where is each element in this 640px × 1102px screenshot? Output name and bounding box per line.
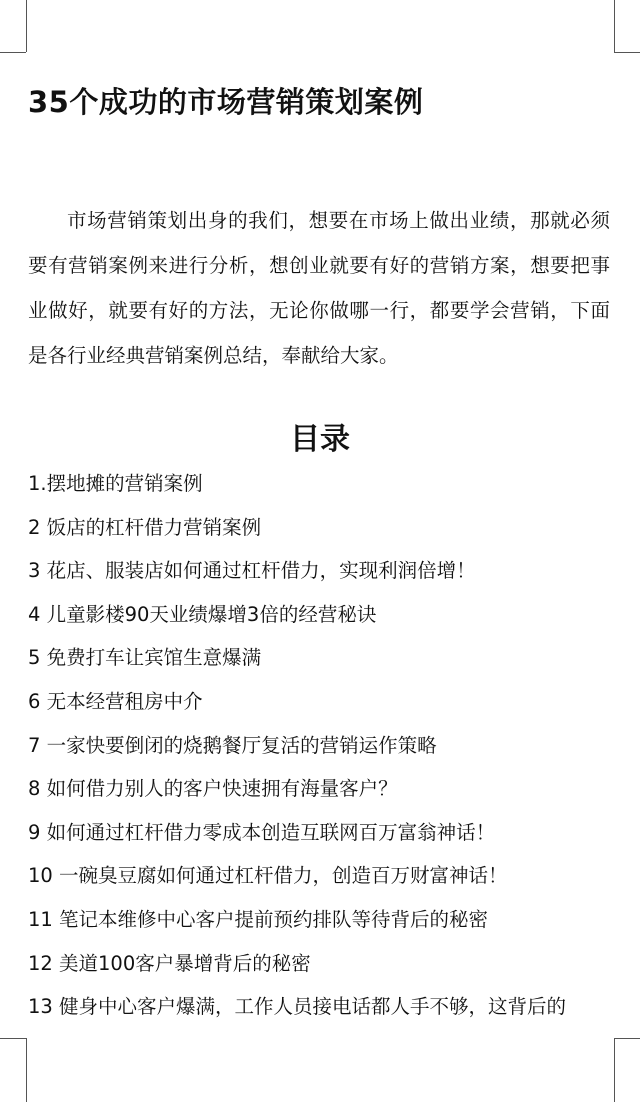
intro-paragraph: 市场营销策划出身的我们，想要在市场上做出业绩，那就必须要有营销案例来进行分析，想创业就要有好的营销方案，想要把事业做好，就要有好的方法，无论你做哪一行，都要学会营销，下面是各行业经典营销案例总结，奉献给大家。 — [28, 209, 610, 367]
crop-mark-bottom-left-vertical — [26, 1038, 27, 1102]
toc-item: 13 健身中心客户爆满，工作人员接电话都人手不够，这背后的 — [28, 995, 567, 1019]
crop-mark-bottom-right-horizontal — [614, 1038, 640, 1039]
toc-item: 12 美道100客户暴增背后的秘密 — [28, 951, 311, 975]
toc-item: 1.摆地摊的营销案例 — [28, 472, 203, 495]
crop-mark-top-left-horizontal — [0, 52, 26, 53]
toc-item: 8 如何借力别人的客户快速拥有海量客户？ — [28, 777, 398, 801]
toc-item: 11 笔记本维修中心客户提前预约排队等待背后的秘密 — [28, 907, 489, 931]
toc-item: 5 免费打车让宾馆生意爆满 — [28, 646, 262, 670]
crop-mark-bottom-left-horizontal — [0, 1038, 26, 1039]
toc-item: 2 饭店的杠杆借力营销案例 — [28, 515, 262, 539]
toc-heading: 目录 — [290, 422, 350, 457]
crop-mark-top-left-vertical — [26, 0, 27, 52]
toc-item: 9 如何通过杠杆借力零成本创造互联网百万富翁神话！ — [28, 820, 496, 844]
toc-item: 6 无本经营租房中介 — [28, 689, 203, 713]
table-of-contents — [28, 462, 614, 1029]
toc-item: 7 一家快要倒闭的烧鹅餐厅复活的营销运作策略 — [28, 733, 437, 757]
crop-mark-top-right-horizontal — [614, 52, 640, 53]
toc-item: 3 花店、服装店如何通过杠杆借力，实现利润倍增！ — [28, 559, 476, 583]
crop-mark-top-right-vertical — [614, 0, 615, 52]
toc-item: 4 儿童影楼90天业绩爆增3倍的经营秘诀 — [28, 602, 377, 626]
crop-mark-bottom-right-vertical — [614, 1038, 615, 1102]
toc-item: 10 一碗臭豆腐如何通过杠杆借力，创造百万财富神话！ — [28, 864, 508, 888]
document-title: 35个成功的市场营销策划案例 — [28, 85, 424, 119]
